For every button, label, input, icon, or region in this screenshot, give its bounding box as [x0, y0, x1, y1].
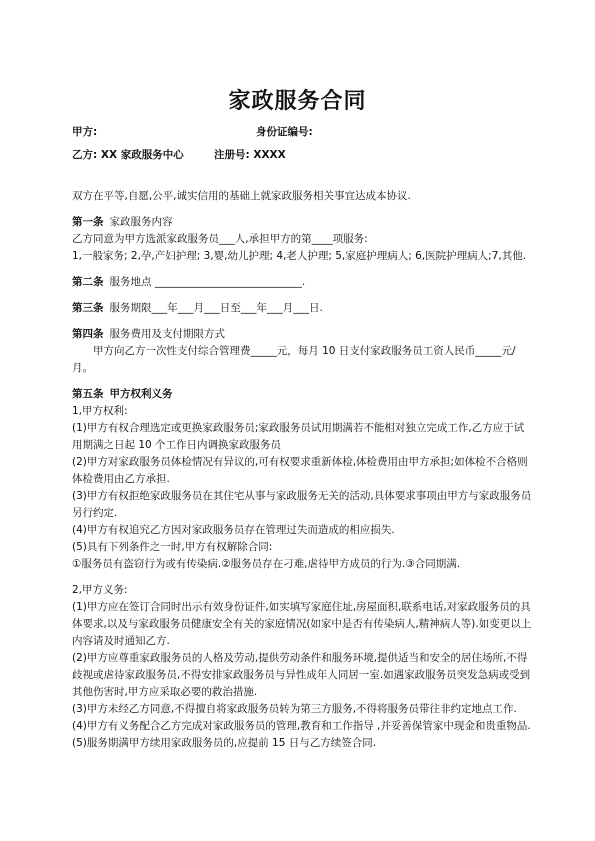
section-4-heading — [72, 326, 532, 343]
right-item-1: (1)甲方有权合理选定或更换家政服务员;家政服务员试用期满若不能相对独立完成工作,乙方应于试用期满之日起 10 个工作日内调换家政服务员 — [72, 422, 525, 451]
section-2-number: 第二条 — [72, 276, 104, 288]
section-2-text: 服务地点 ____________________________. — [109, 276, 306, 288]
id-number-label: 身份证编号: — [256, 126, 313, 138]
section-1-line-2: 1,一般家务; 2,孕,产妇护理; 3,婴,幼儿护理; 4,老人护理; 5,家庭护理病人; 6,医院护理病人;7,其他. — [72, 250, 527, 262]
section-4-text: 甲方向乙方一次性支付综合管理费_____元，每月 10 日支付家政服务员工资人民币_____元/月。 — [72, 345, 516, 374]
section-1-line-1: 乙方同意为甲方选派家政服务员___人,承担甲方的第____项服务: — [72, 233, 368, 245]
party-a-label: 甲方: — [72, 126, 98, 138]
right-item-5: (5)具有下列条件之一时,甲方有权解除合同: — [72, 541, 273, 553]
contract-body — [72, 188, 532, 752]
section-1-title: 家政服务内容 — [109, 216, 173, 228]
duty-item-1: (1)甲方应在签订合同时出示有效身份证件,如实填写家庭住址,房屋面积,联系电话,对家政服务员的具体要求,以及与家政服务员健康安全有关的家庭情况(如家中是否有传染病人,精神病人等).如变更以上内容请及时通知乙方. — [72, 601, 532, 647]
party-b-label: 乙方: XX 家政服务中心 — [72, 149, 184, 161]
right-item-3: (3)甲方有权拒绝家政服务员在其住宅从事与家政服务无关的活动,具体要求事项由甲方与家政服务员另行约定. — [72, 490, 532, 519]
section-1-number: 第一条 — [72, 216, 104, 228]
right-item-6: ①服务员有盗窃行为或有传染病.②服务员存在刁难,虐待甲方成员的行为.③合同期满. — [72, 558, 461, 570]
section-5-number: 第五条 — [72, 388, 104, 400]
section-2 — [72, 274, 532, 291]
intro-text: 双方在平等,自愿,公平,诚实信用的基础上就家政服务相关事宜达成本协议. — [72, 190, 411, 202]
duty-item-4: (4)甲方有义务配合乙方完成对家政服务员的管理,教育和工作指导 ,并妥善保管家中现金和贵重物品. — [72, 720, 531, 732]
duty-item-3: (3)甲方未经乙方同意,不得擅自将家政服务员转为第三方服务,不得将服务员带往非约定地点工作. — [72, 703, 517, 715]
section-4-number: 第四条 — [72, 328, 104, 340]
duties-label: 2,甲方义务: — [72, 584, 128, 596]
right-item-4: (4)甲方有权追究乙方因对家政服务员存在管理过失而造成的相应损失. — [72, 524, 395, 536]
duty-item-5: (5)服务期满甲方续用家政服务员的,应提前 15 日与乙方续签合同. — [72, 737, 377, 749]
right-item-2: (2)甲方对家政服务员体检情况有异议的,可有权要求重新体检,体检费用由甲方承担;如体检不合格则体检费用由乙方承担. — [72, 456, 528, 485]
rights-label: 1,甲方权利: — [72, 405, 128, 417]
section-4-title: 服务费用及支付期限方式 — [109, 328, 225, 340]
section-3-text: 服务期限___年___月___日至___年___月___日. — [109, 302, 323, 314]
section-3 — [72, 300, 532, 317]
section-1-heading — [72, 214, 532, 231]
section-5-heading — [72, 386, 532, 403]
document-title: 家政服务合同 — [228, 89, 367, 114]
section-5-title: 甲方权利义务 — [109, 388, 173, 400]
duty-item-2: (2)甲方应尊重家政服务员的人格及劳动,提供劳动条件和服务环境,提供适当和安全的居住场所,不得歧视或虐待家政服务员,不得安排家政服务员与异性成年人同居一室.如遇家政服务员突发急病或受到其他伤害时,甲方应采取必要的救治措施. — [72, 652, 531, 698]
section-3-number: 第三条 — [72, 302, 104, 314]
registration-label: 注册号: XXXX — [214, 149, 286, 161]
